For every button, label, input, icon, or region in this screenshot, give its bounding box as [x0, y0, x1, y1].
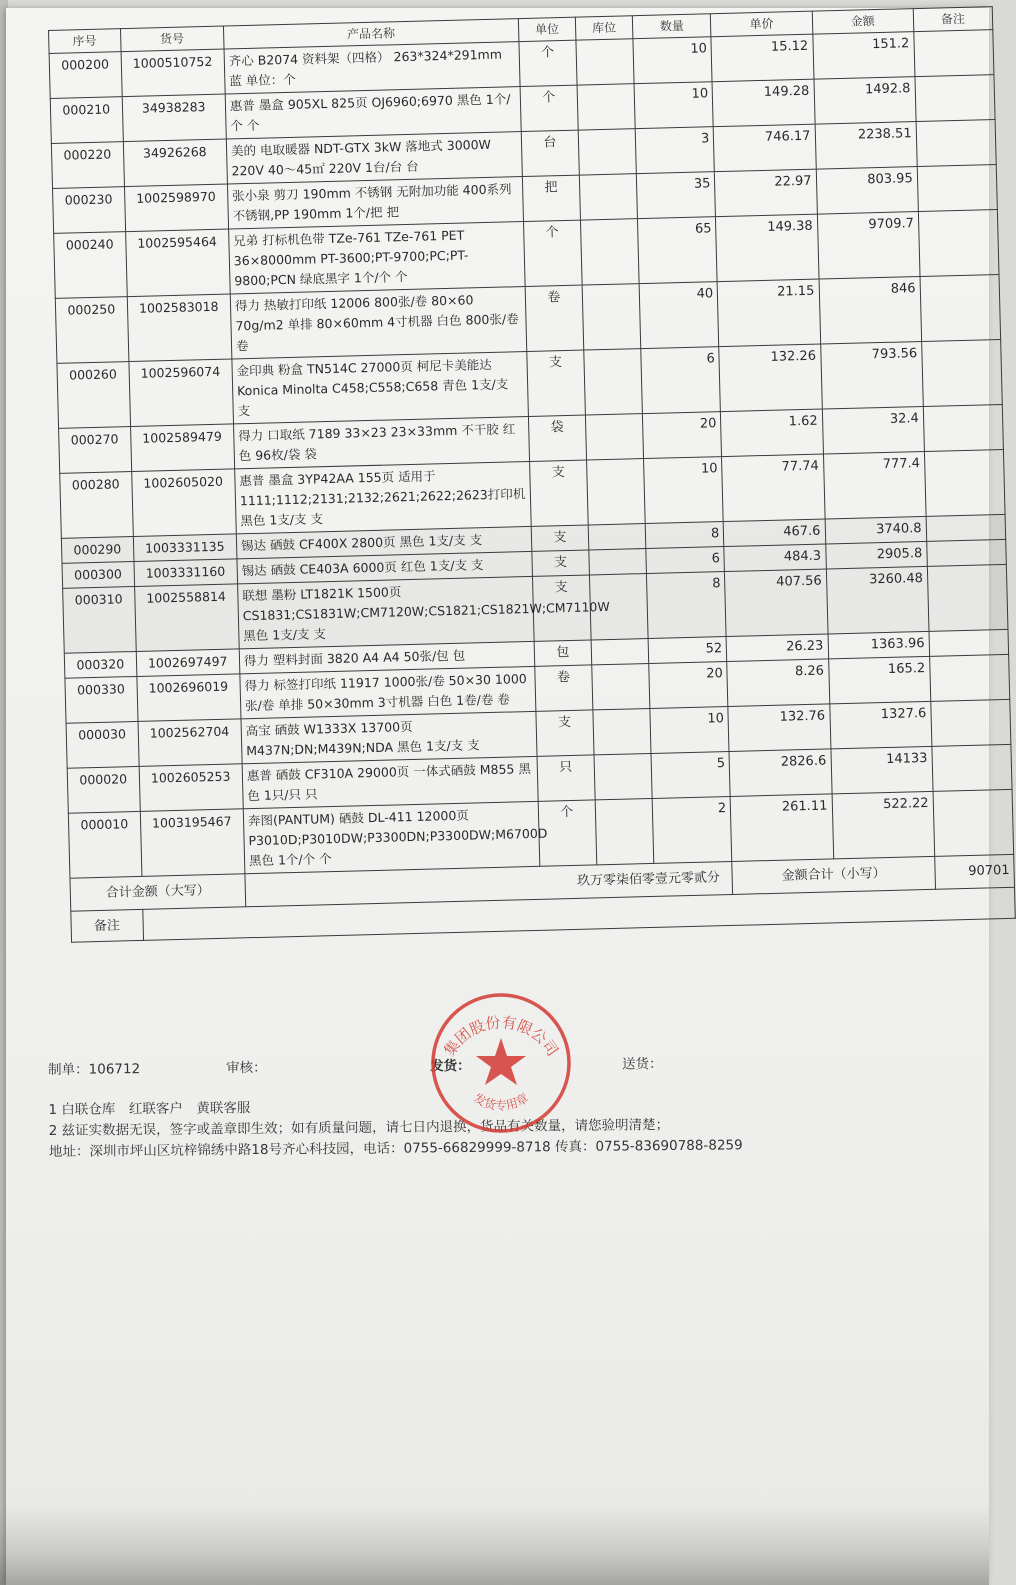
delivery-note-sheet	[48, 6, 1012, 943]
row-amount: 522.22	[832, 791, 935, 859]
row-location	[592, 663, 650, 709]
row-number: 000020	[67, 766, 140, 813]
row-unit: 个	[538, 800, 597, 866]
row-unit: 支	[527, 350, 586, 416]
row-quantity: 8	[647, 572, 727, 639]
row-amount: 1492.8	[814, 77, 916, 125]
row-note	[933, 789, 1014, 856]
row-amount: 3740.8	[825, 516, 927, 544]
row-location	[582, 284, 641, 350]
row-unit-price: 26.23	[726, 634, 828, 662]
row-quantity: 65	[638, 217, 718, 284]
row-product-name: 锡达 硒鼓 CE403A 6000页 红色 1支/支 支	[237, 551, 532, 583]
row-item-code: 1002596074	[128, 359, 233, 427]
header-quantity: 数量	[633, 14, 712, 39]
row-unit: 只	[537, 755, 595, 801]
row-product-name: 联想 墨粉 LT1821K 1500页 CS1831;CS1831W;CM7120W;CS1821;CS1821W;CM7110W 黑色 1支/支 支	[237, 576, 533, 648]
row-unit-price: 407.56	[725, 569, 828, 637]
row-product-name: 惠普 墨盒 905XL 825页 OJ6960;6970 黑色 1个/个 个	[225, 87, 521, 139]
seal-star-icon	[476, 1038, 526, 1085]
row-location	[585, 414, 643, 460]
items-table	[48, 6, 1016, 943]
row-product-name: 惠普 硒鼓 CF310A 29000页 一体式硒鼓 M855 黑色 1只/只 只	[242, 756, 538, 808]
row-unit-price: 746.17	[713, 124, 815, 172]
row-note	[931, 699, 1011, 746]
row-note	[929, 654, 1009, 701]
row-note	[915, 75, 995, 122]
row-unit-price: 21.15	[717, 279, 820, 347]
row-unit: 支	[531, 525, 589, 551]
row-product-name: 得力 塑料封面 3820 A4 A4 50张/包 包	[239, 641, 534, 673]
row-location	[595, 798, 654, 864]
row-product-name: 得力 热敏打印纸 12006 800张/卷 80×60 70g/m2 单排 80×60mm 4寸机器 白色 800张/卷 卷	[230, 287, 526, 359]
row-number: 000310	[63, 586, 136, 653]
note-line-3: 地址：深圳市坪山区坑梓锦绣中路18号齐心科技园，电话：0755-66829999-8718 传真：0755-83690788-8259	[48, 1137, 743, 1160]
row-amount: 3260.48	[826, 566, 929, 634]
row-product-name: 兄弟 打标机色带 TZe-761 TZe-761 PET 36×8000mm PT-3600;PT-9700;PC;PT-9800;PCN 绿底黑字 1个/个 个	[229, 222, 525, 294]
row-note	[920, 275, 1001, 342]
row-amount: 1327.6	[829, 701, 931, 749]
row-item-code: 1002696019	[136, 674, 241, 722]
items-body	[49, 30, 1014, 879]
header-code: 货号	[120, 26, 224, 52]
row-location	[578, 129, 636, 175]
row-note	[929, 629, 1009, 656]
row-location	[594, 753, 652, 799]
header-amount: 金额	[812, 9, 914, 35]
row-unit-price: 261.11	[730, 794, 833, 862]
row-number: 000260	[57, 362, 130, 429]
row-unit: 个	[520, 85, 578, 131]
row-amount: 2238.51	[815, 122, 917, 170]
row-quantity: 40	[639, 282, 719, 349]
row-item-code: 1002598970	[124, 184, 229, 232]
seal-text-top: 集团股份有限公司	[440, 1013, 562, 1060]
header-location: 库位	[575, 16, 633, 40]
row-amount: 2905.8	[825, 541, 927, 569]
row-unit: 支	[529, 460, 588, 526]
row-quantity: 6	[641, 347, 721, 414]
note-line-1: 1 白联仓库 红联客户 黄联客服	[48, 1100, 251, 1118]
row-quantity: 20	[643, 412, 722, 459]
row-quantity: 2	[652, 796, 732, 863]
row-unit: 袋	[528, 415, 586, 461]
row-number: 000240	[54, 232, 127, 299]
row-item-code: 1002562704	[138, 719, 243, 767]
row-item-code: 1002697497	[136, 649, 240, 677]
row-item-code: 1003331160	[133, 559, 237, 587]
total-lower-value: 90701	[934, 854, 1014, 889]
row-quantity: 10	[644, 457, 724, 524]
row-unit-price: 149.38	[716, 214, 819, 282]
row-item-code: 1002605253	[139, 764, 244, 812]
row-unit-price: 467.6	[723, 519, 825, 547]
row-product-name: 得力 口取纸 7189 33×23 23×33mm 不干胶 红色 96枚/袋 袋	[233, 416, 529, 468]
row-product-name: 金印典 粉盒 TN514C 27000页 柯尼卡美能达 Konica Minolta C458;C558;C658 青色 1支/支 支	[232, 351, 528, 423]
row-location	[591, 639, 649, 665]
row-item-code: 1002558814	[134, 584, 239, 652]
row-location	[576, 39, 634, 85]
row-unit-price: 132.26	[719, 344, 822, 412]
row-number: 000030	[66, 721, 139, 768]
row-number: 000250	[55, 297, 128, 364]
row-note	[924, 449, 1005, 516]
row-amount: 151.2	[812, 32, 914, 80]
row-amount: 803.95	[816, 167, 918, 215]
row-unit: 包	[534, 640, 592, 666]
header-note: 备注	[913, 7, 993, 32]
row-product-name: 美的 电取暖器 NDT-GTX 3kW 落地式 3000W 220V 40～45㎡ 220V 1台/台 台	[226, 132, 522, 184]
ship-label: 发货：	[430, 1057, 471, 1075]
row-location	[593, 708, 651, 754]
row-number: 000280	[60, 472, 133, 539]
deliver-label: 送货：	[622, 1056, 663, 1073]
row-location	[580, 219, 639, 285]
row-note	[921, 339, 1002, 406]
row-product-name: 得力 标签打印纸 11917 1000张/卷 50×30 1000张/卷 单排 50×30mm 3寸机器 白色 1卷/卷 卷	[240, 666, 536, 718]
total-upper-label: 合计金额（大写）	[70, 874, 246, 911]
row-location	[577, 84, 635, 130]
total-upper-value: 玖万零柒佰零壹元零贰分	[245, 861, 733, 906]
row-amount: 9709.7	[817, 212, 920, 280]
row-quantity: 35	[637, 172, 716, 219]
row-amount: 1363.96	[828, 631, 930, 659]
company-seal	[428, 990, 574, 1136]
row-unit-price: 2826.6	[729, 749, 831, 797]
row-note	[914, 30, 994, 77]
row-number: 000210	[50, 97, 123, 144]
row-number: 000220	[51, 142, 124, 189]
row-quantity: 52	[648, 637, 727, 664]
row-item-code: 1000510752	[121, 49, 226, 97]
row-unit: 个	[519, 40, 577, 86]
row-quantity: 8	[645, 522, 724, 549]
row-unit: 台	[521, 130, 579, 176]
row-quantity: 6	[646, 547, 725, 574]
row-note	[926, 539, 1006, 566]
row-amount: 32.4	[822, 406, 924, 454]
total-lower-label: 金额合计（小写）	[732, 856, 935, 894]
header-unit: 单位	[518, 17, 576, 41]
row-item-code: 1002583018	[127, 294, 232, 362]
row-note	[927, 564, 1008, 631]
row-unit-price: 8.26	[727, 659, 829, 707]
row-note	[923, 404, 1003, 451]
row-unit-price: 15.12	[711, 34, 813, 82]
row-number: 000200	[49, 52, 122, 99]
row-product-name: 奔图(PANTUM) 硒鼓 DL-411 12000页 P3010D;P3010DW;P3300DN;P3300DW;M6700D 黑色 1个/个 个	[243, 801, 539, 873]
row-product-name: 锡达 硒鼓 CF400X 2800页 黑色 1支/支 支	[236, 526, 531, 558]
row-quantity: 10	[634, 82, 713, 129]
row-product-name: 齐心 B2074 资料架（四格） 263*324*291mm 蓝 单位：个	[224, 42, 520, 94]
row-unit: 把	[522, 175, 580, 221]
row-quantity: 10	[650, 707, 729, 754]
row-unit: 支	[536, 710, 594, 756]
row-product-name: 惠普 墨盒 3YP42AA 155页 适用于1111;1112;2131;2132;2621;2622;2623打印机 黑色 1支/支 支	[235, 461, 531, 533]
row-item-code: 34938283	[122, 94, 227, 142]
maker-field	[48, 1057, 140, 1078]
row-note	[926, 514, 1006, 541]
row-unit-price: 484.3	[724, 544, 826, 572]
row-item-code: 34926268	[123, 139, 228, 187]
row-amount: 165.2	[828, 656, 930, 704]
row-location	[589, 549, 647, 575]
row-product-name: 张小泉 剪刀 190mm 不锈钢 无附加功能 400系列不锈钢,PP 190mm 1个/把 把	[227, 177, 523, 229]
row-item-code: 1003331135	[133, 534, 237, 562]
maker-value: 106712	[88, 1061, 141, 1078]
header-no: 序号	[49, 29, 121, 54]
header-name: 产品名称	[223, 19, 518, 49]
row-number: 000010	[68, 811, 141, 878]
row-quantity: 10	[633, 37, 712, 84]
row-amount: 14133	[830, 746, 932, 794]
row-item-code: 1002589479	[130, 424, 235, 472]
row-amount: 777.4	[823, 451, 926, 519]
row-unit-price: 1.62	[721, 409, 823, 457]
row-unit: 卷	[535, 665, 593, 711]
row-number: 000300	[62, 562, 134, 589]
row-item-code: 1002595464	[125, 229, 230, 297]
row-unit-price: 149.28	[712, 79, 814, 127]
row-note	[918, 210, 999, 277]
row-note	[932, 744, 1012, 791]
maker-label: 制单：	[48, 1061, 89, 1078]
row-location	[588, 524, 646, 550]
row-location	[584, 349, 643, 415]
row-unit: 支	[532, 550, 590, 576]
row-unit-price: 132.76	[728, 704, 830, 752]
row-number: 000320	[64, 651, 136, 678]
note-line-2: 2 兹证实数据无误，签字或盖章即生效；如有质量问题，请七日内退换，货品有关数量，请您验明清楚；	[48, 1117, 670, 1139]
row-unit-price: 22.97	[715, 169, 817, 217]
row-item-code: 1003195467	[140, 809, 245, 877]
header-price: 单价	[711, 11, 813, 37]
row-quantity: 5	[651, 751, 730, 798]
row-quantity: 20	[649, 662, 728, 709]
remark-label: 备注	[71, 909, 143, 942]
row-note	[917, 165, 997, 212]
row-unit: 支	[532, 575, 591, 641]
row-number: 000290	[61, 537, 133, 564]
row-amount: 846	[819, 277, 922, 345]
photo-bottom-shadow	[0, 1505, 989, 1585]
row-note	[916, 120, 996, 167]
row-number: 000330	[65, 676, 138, 723]
row-unit: 个	[523, 220, 582, 286]
row-location	[579, 174, 637, 220]
review-label: 审核：	[226, 1059, 267, 1077]
row-product-name: 高宝 硒鼓 W1333X 13700页 M437N;DN;M439N;NDA 黑色 1支/支 支	[241, 711, 537, 763]
row-unit: 卷	[525, 285, 584, 351]
row-item-code: 1002605020	[131, 469, 236, 537]
row-quantity: 3	[635, 127, 714, 174]
row-unit-price: 77.74	[722, 454, 825, 522]
row-location	[587, 459, 646, 525]
row-number: 000230	[53, 187, 126, 234]
seal-text-bottom: 发货专用章	[471, 1090, 531, 1113]
row-number: 000270	[59, 427, 132, 474]
row-amount: 793.56	[820, 341, 923, 409]
